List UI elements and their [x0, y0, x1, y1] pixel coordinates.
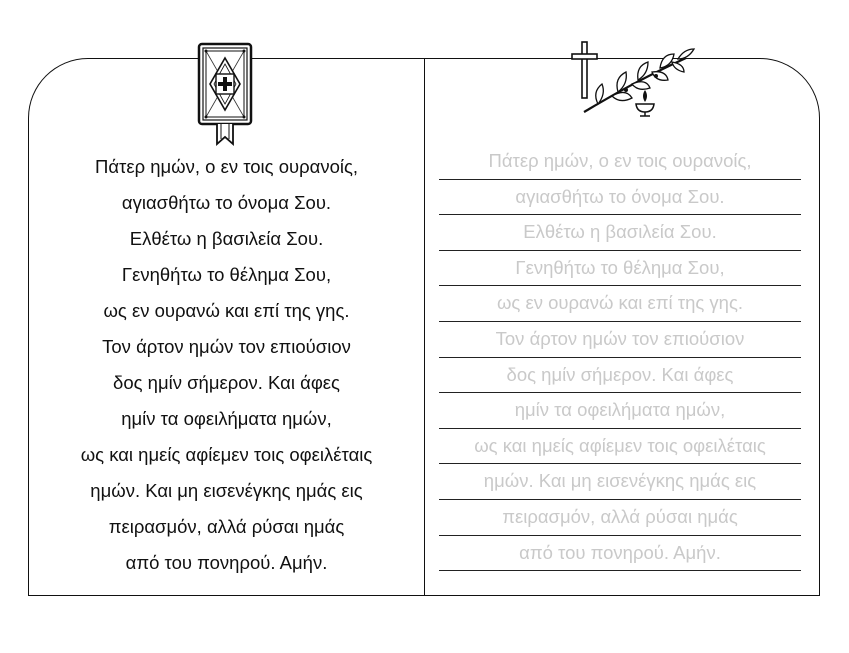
prayer-line: Πάτερ ημών, ο εν τοις ουρανοίς,: [94, 156, 359, 177]
trace-line[interactable]: ημίν τα οφειλήματα ημών,: [439, 393, 801, 429]
prayer-text: [29, 149, 424, 581]
trace-line[interactable]: ως εν ουρανώ και επί της γης.: [439, 286, 801, 322]
trace-line[interactable]: αγιασθήτω το όνομα Σου.: [439, 180, 801, 216]
prayer-line: ημίν τα οφειλήματα ημών,: [121, 408, 332, 429]
prayer-line: Γενηθήτω το θέλημα Σου,: [121, 264, 332, 285]
tracing-lines: [439, 144, 801, 571]
prayer-line: Ελθέτω η βασιλεία Σου.: [129, 228, 324, 249]
prayer-line: πειρασμόν, αλλά ρύσαι ημάς: [108, 516, 345, 537]
prayer-line: ημών. Και μη εισενέγκης ημάς εις: [90, 480, 363, 501]
prayer-line: Τον άρτον ημών τον επιούσιον: [102, 336, 351, 357]
trace-line[interactable]: από του πονηρού. Αμήν.: [439, 536, 801, 572]
gospel-book-icon: [196, 42, 254, 146]
trace-line[interactable]: δος ημίν σήμερον. Και άφες: [439, 358, 801, 394]
cross-olive-branch-icon: [568, 40, 698, 120]
trace-line[interactable]: πειρασμόν, αλλά ρύσαι ημάς: [439, 500, 801, 536]
trace-line[interactable]: ως και ημείς αφίεμεν τοις οφειλέταις: [439, 429, 801, 465]
prayer-line: από του πονηρού. Αμήν.: [125, 552, 328, 573]
trace-line[interactable]: Τον άρτον ημών τον επιούσιον: [439, 322, 801, 358]
trace-line[interactable]: ημών. Και μη εισενέγκης ημάς εις: [439, 464, 801, 500]
prayer-line: ως εν ουρανώ και επί της γης.: [103, 300, 350, 321]
prayer-line: αγιασθήτω το όνομα Σου.: [121, 192, 332, 213]
trace-line[interactable]: Γενηθήτω το θέλημα Σου,: [439, 251, 801, 287]
trace-line[interactable]: Ελθέτω η βασιλεία Σου.: [439, 215, 801, 251]
prayer-line: δος ημίν σήμερον. Και άφες: [113, 372, 340, 393]
prayer-line: ως και ημείς αφίεμεν τοις οφειλέταις: [80, 444, 373, 465]
right-page: [424, 58, 820, 596]
trace-line[interactable]: Πάτερ ημών, ο εν τοις ουρανοίς,: [439, 144, 801, 180]
